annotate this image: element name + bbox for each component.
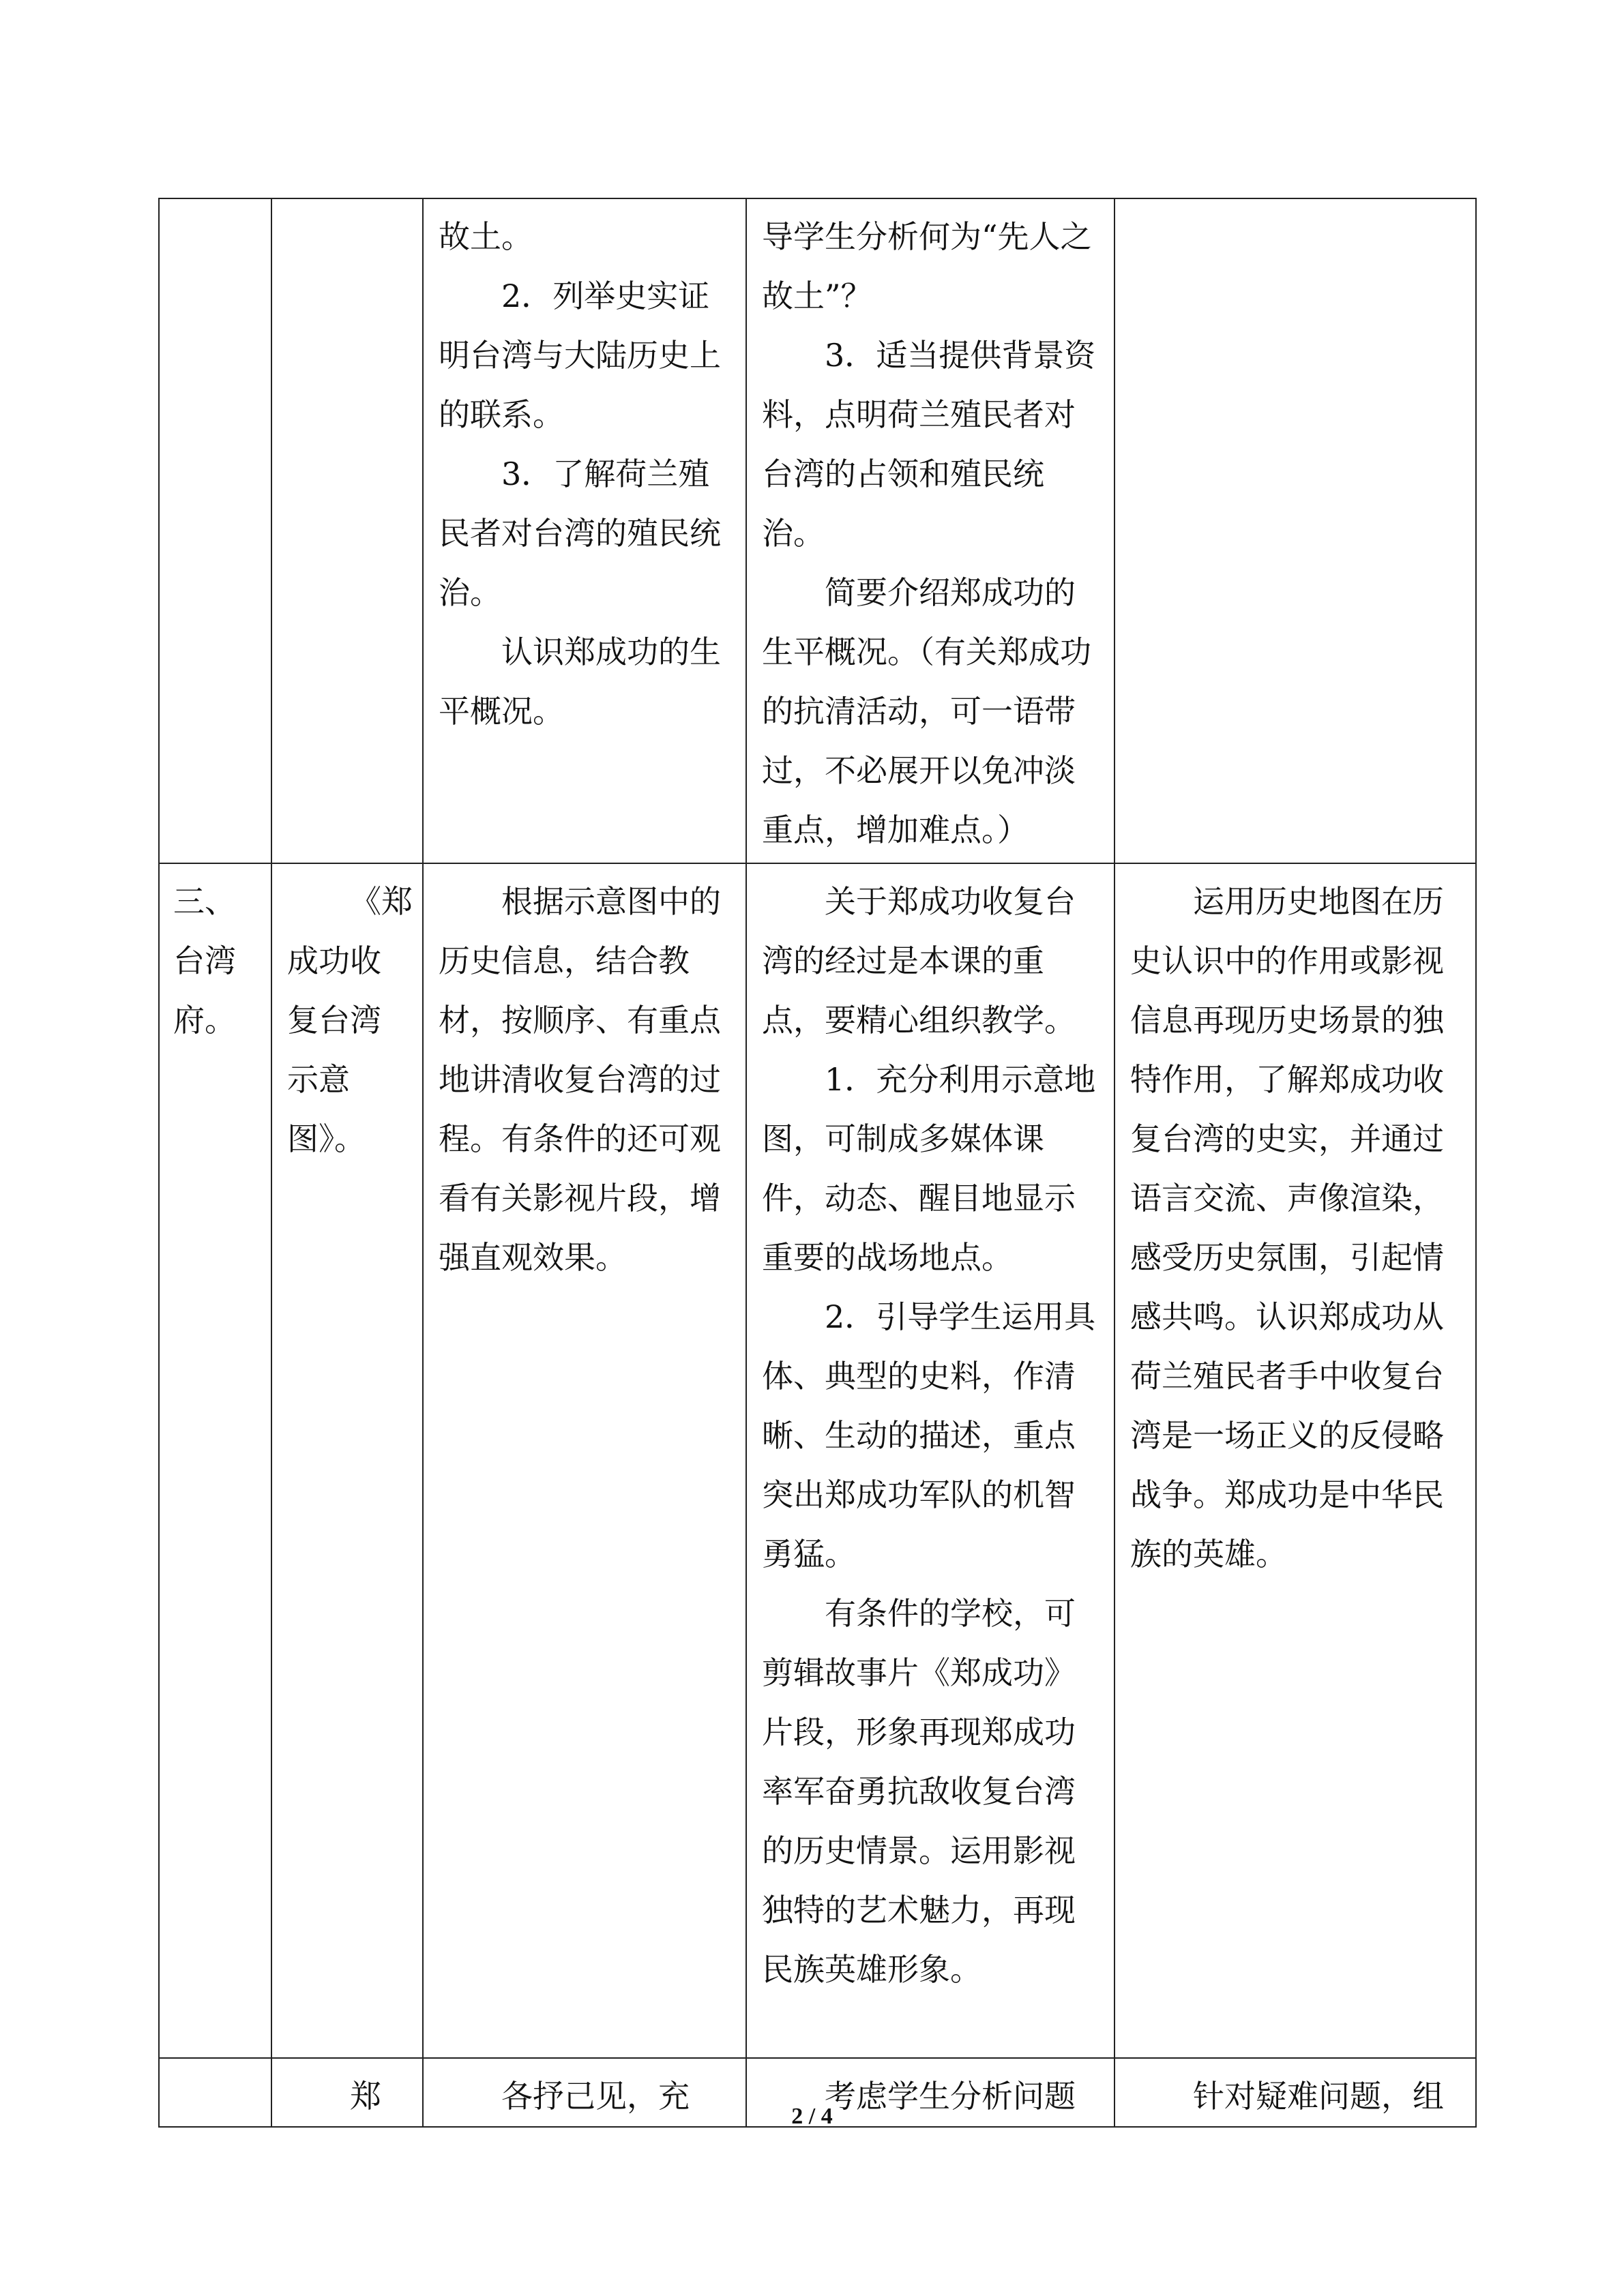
stage-cell xyxy=(159,863,271,2058)
material-cell xyxy=(271,863,423,2058)
paragraph: 根据示意图中的历史信息，结合教材，按顺序、有重点地讲清收复台湾的过程。有条件的还可观看有关影视片段，增强直观效果。 xyxy=(439,883,721,1276)
paragraph: 简要介绍郑成功的生平概况。（有关郑成功的抗清活动，可一语带过，不必展开以免冲淡重点，增加难点。） xyxy=(762,574,1091,848)
paragraph: 运用历史地图在历史认识中的作用或影视信息再现历史场景的独特作用，了解郑成功收复台湾的史实，并通过语言交流、声像渲染，感受历史氛围，引起情感共鸣。认识郑成功从荷兰殖民者手中收复台湾是一场正义的反侵略战争。郑成功是中华民族的英雄。 xyxy=(1130,883,1444,1572)
lesson-plan-table xyxy=(158,198,1477,2128)
design-intent-cell xyxy=(1114,198,1476,863)
paragraph: 关于郑成功收复台湾的经过是本课的重点，要精心组织教学。 xyxy=(762,883,1076,1039)
paragraph: 导学生分析何为“先人之故土”？ xyxy=(762,218,1092,314)
teacher-guidance-cell xyxy=(746,198,1114,863)
paragraph: 1．充分利用示意地图，可制成多媒体课件，动态、醒目地显示重要的战场地点。 xyxy=(762,1061,1096,1276)
material-cell xyxy=(271,198,423,863)
student-activity-cell xyxy=(423,863,746,2058)
paragraph: 有条件的学校，可剪辑故事片《郑成功》片段，形象再现郑成功率军奋勇抗敌收复台湾的历史情景。运用影视独特的艺术魅力，再现民族英雄形象。 xyxy=(762,1595,1076,1988)
design-intent-cell xyxy=(1114,863,1476,2058)
paragraph: 认识郑成功的生平概况。 xyxy=(439,633,721,730)
stage-cell xyxy=(159,198,271,863)
paragraph: 3．了解荷兰殖民者对台湾的殖民统治。 xyxy=(439,456,721,611)
teacher-guidance-cell xyxy=(746,863,1114,2058)
material-title: 《郑成功收复台湾示意图》。 xyxy=(287,883,413,1157)
paragraph: 考虑学生分析问题 xyxy=(825,2078,1076,2115)
paragraph: 故土。 xyxy=(439,218,533,255)
page-number: 2 / 4 xyxy=(791,2104,833,2129)
student-activity-cell xyxy=(423,198,746,863)
paragraph: 3．适当提供背景资料，点明荷兰殖民者对台湾的占领和殖民统治。 xyxy=(762,337,1096,552)
paragraph: 2．引导学生运用具体、典型的史料，作清晰、生动的描述，重点突出郑成功军队的机智勇猛。 xyxy=(762,1298,1096,1572)
table-row xyxy=(159,863,1476,2058)
table-row xyxy=(159,198,1476,863)
material-title: 郑 xyxy=(350,2078,381,2115)
paragraph: 2．列举史实证明台湾与大陆历史上的联系。 xyxy=(439,278,721,433)
stage-title: 三、台湾府。 xyxy=(173,883,236,1039)
paragraph: 各抒己见，充 xyxy=(501,2078,690,2115)
paragraph: 针对疑难问题，组 xyxy=(1193,2078,1444,2115)
